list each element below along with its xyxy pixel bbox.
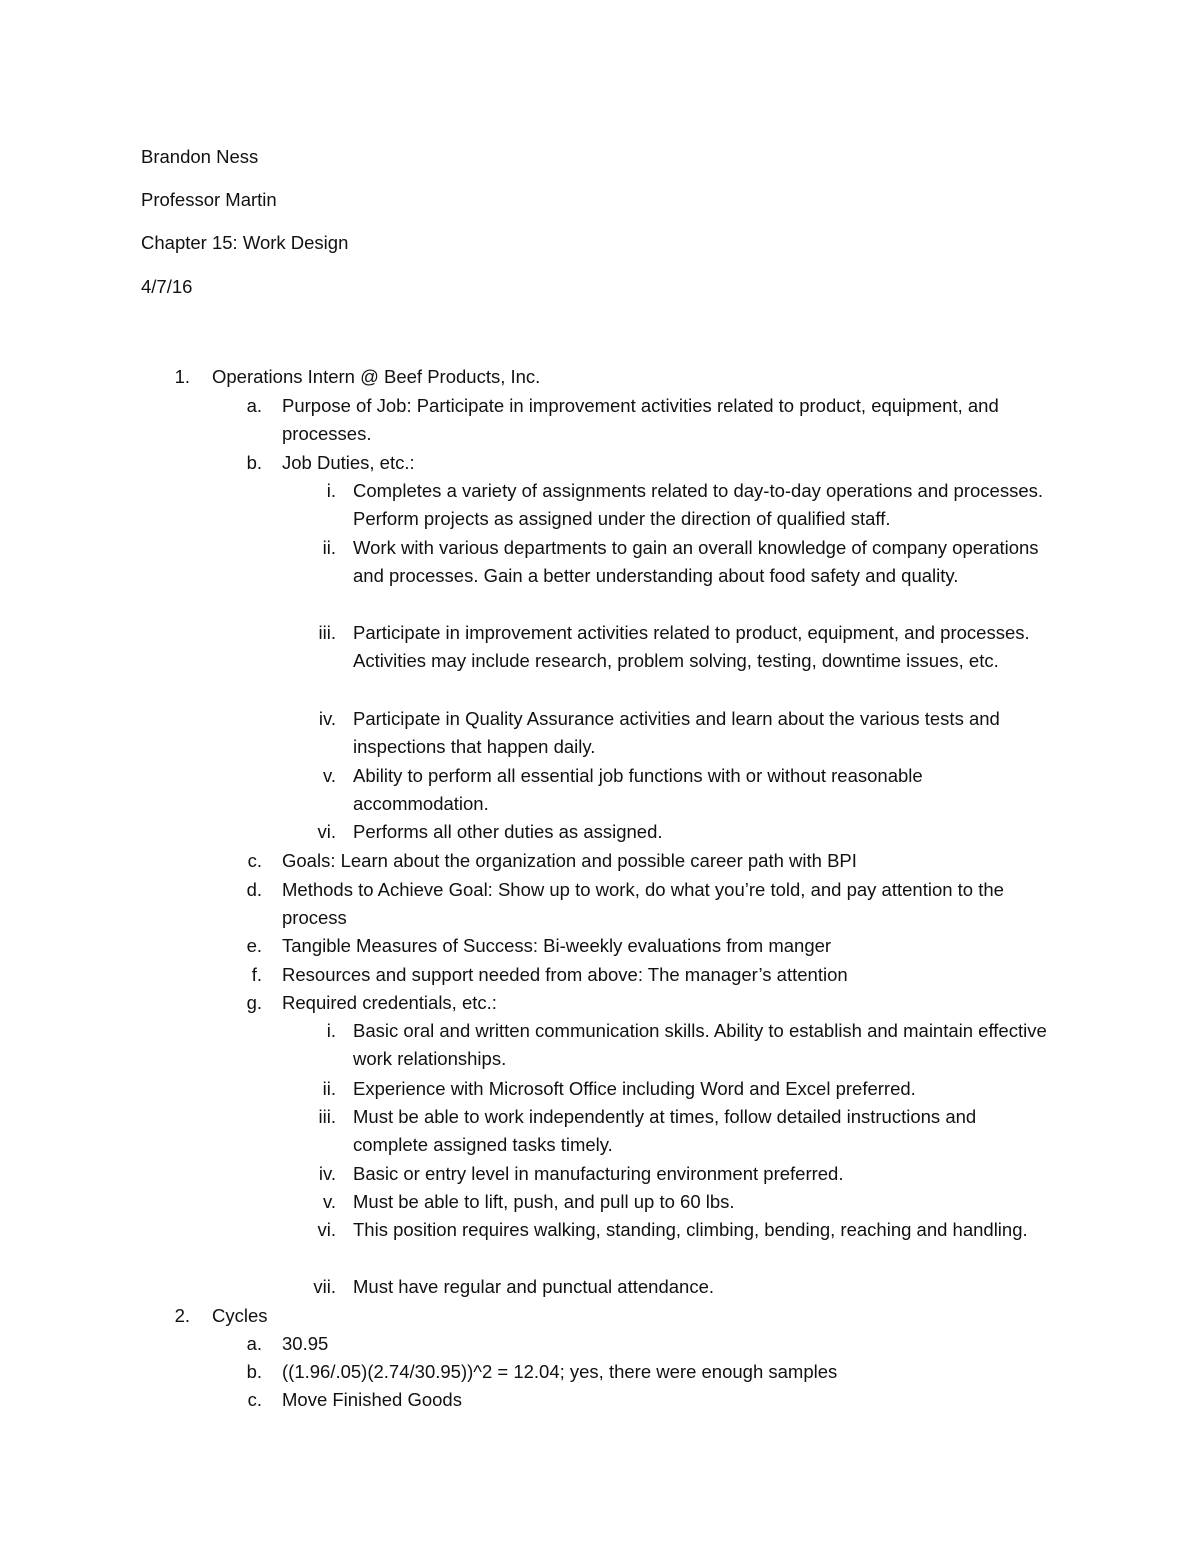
item-letter: b. (246, 1361, 262, 1382)
sub-item-text: Participate in Quality Assurance activities and learn about the various tests and inspections that happen daily. (353, 708, 1000, 758)
sub-item-number: ii. (322, 1078, 336, 1099)
item-letter: b. (246, 452, 262, 473)
section-title: Cycles (212, 1305, 268, 1326)
document-date: 4/7/16 (141, 276, 193, 297)
item-text: ((1.96/.05)(2.74/30.95))^2 = 12.04; yes, there were enough samples (282, 1361, 838, 1382)
sub-item-number: v. (322, 1191, 336, 1212)
item-text: Move Finished Goods (282, 1389, 462, 1410)
item-letter: c. (247, 1389, 262, 1410)
sub-item-number: i. (326, 480, 336, 501)
sub-item-number: iv. (318, 1163, 336, 1184)
section-number: 1. (174, 366, 190, 387)
item-letter: a. (246, 1333, 262, 1354)
sub-item-text: Experience with Microsoft Office including Word and Excel preferred. (353, 1078, 916, 1099)
sub-item-text: Ability to perform all essential job functions with or without reasonable accommodation. (353, 765, 923, 815)
chapter-title: Chapter 15: Work Design (141, 232, 349, 253)
item-letter: e. (246, 935, 262, 956)
sub-item-number: i. (326, 1020, 336, 1041)
sub-item-number: iv. (318, 708, 336, 729)
item-text: Methods to Achieve Goal: Show up to work, do what you’re told, and pay attention to the process (282, 879, 1004, 929)
sub-item-text: Work with various departments to gain an overall knowledge of company operations and processes. Gain a better understanding about food safety and quality. (353, 537, 1039, 587)
item-letter: c. (247, 850, 262, 871)
sub-item-text: Basic or entry level in manufacturing environment preferred. (353, 1163, 844, 1184)
sub-item-number: vii. (313, 1276, 336, 1297)
sub-item-text: Basic oral and written communication skills. Ability to establish and maintain effective work relationships. (353, 1020, 1047, 1070)
item-text: Tangible Measures of Success: Bi-weekly evaluations from manger (282, 935, 832, 956)
item-text: 30.95 (282, 1333, 329, 1354)
sub-item-text: Must have regular and punctual attendance. (353, 1276, 714, 1297)
item-text: Purpose of Job: Participate in improvement activities related to product, equipment, and processes. (282, 395, 999, 445)
sub-item-text: Performs all other duties as assigned. (353, 821, 663, 842)
item-letter: a. (246, 395, 262, 416)
sub-item-number: iii. (318, 622, 336, 643)
sub-item-text: This position requires walking, standing, climbing, bending, reaching and handling. (353, 1219, 1028, 1240)
section-title: Operations Intern @ Beef Products, Inc. (212, 366, 541, 387)
author-name: Brandon Ness (141, 146, 259, 167)
sub-item-number: v. (322, 765, 336, 786)
sub-item-text: Must be able to lift, push, and pull up to 60 lbs. (353, 1191, 735, 1212)
item-text: Goals: Learn about the organization and possible career path with BPI (282, 850, 857, 871)
sub-item-text: Must be able to work independently at times, follow detailed instructions and complete assigned tasks timely. (353, 1106, 977, 1156)
item-letter: d. (246, 879, 262, 900)
sub-item-number: vi. (317, 821, 336, 842)
sub-item-number: vi. (317, 1219, 336, 1240)
item-letter: g. (246, 992, 262, 1013)
item-text: Required credentials, etc.: (282, 992, 497, 1013)
item-text: Resources and support needed from above: The manager’s attention (282, 964, 848, 985)
sub-item-number: iii. (318, 1106, 336, 1127)
item-text: Job Duties, etc.: (282, 452, 415, 473)
sub-item-text: Participate in improvement activities related to product, equipment, and processes. Activities may include research, problem solving, testing, downtime issues, etc. (353, 622, 1030, 672)
item-letter: f. (251, 964, 262, 985)
sub-item-text: Completes a variety of assignments related to day-to-day operations and processes. Perform projects as assigned under the direction of qualified staff. (353, 480, 1044, 530)
professor-name: Professor Martin (141, 189, 277, 210)
section-number: 2. (174, 1305, 190, 1326)
sub-item-number: ii. (322, 537, 336, 558)
